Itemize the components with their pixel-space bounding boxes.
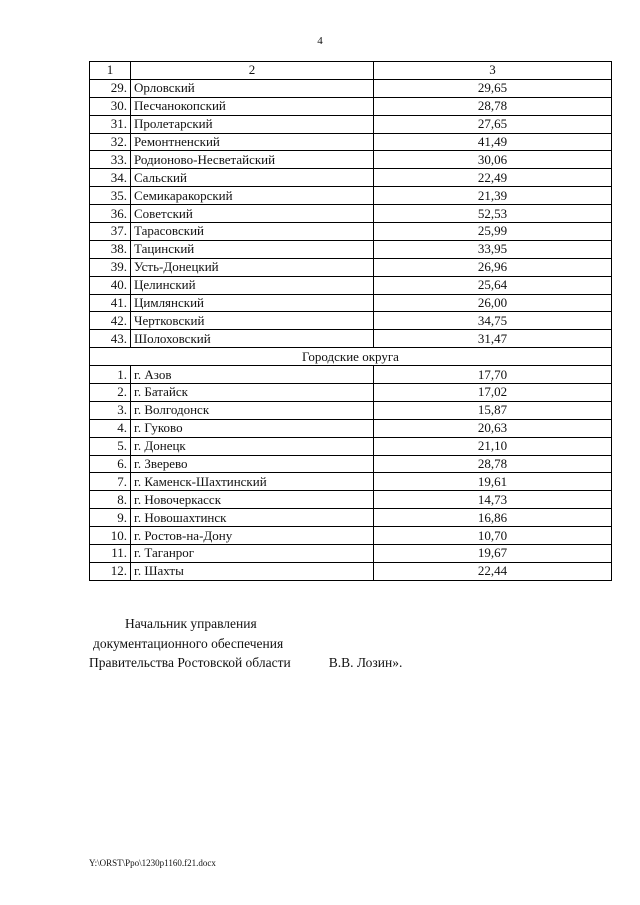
table-row: [90, 312, 612, 330]
row-number: 31.: [90, 115, 131, 133]
row-number: 36.: [90, 205, 131, 223]
signature-position-line3: Правительства Ростовской области: [89, 655, 291, 670]
signature-position-line1: Начальник управления: [125, 616, 257, 631]
table-row: [90, 169, 612, 187]
section-title: Городские округа: [90, 348, 612, 366]
row-number: 30.: [90, 97, 131, 115]
row-number: 4.: [90, 419, 131, 437]
table-body: [90, 62, 612, 581]
row-number: 6.: [90, 455, 131, 473]
table-row: [90, 401, 612, 419]
table-row: [90, 491, 612, 509]
row-value: 26,00: [374, 294, 612, 312]
page-number: 4: [317, 35, 323, 47]
row-name: г. Донецк: [131, 437, 374, 455]
row-value: 17,70: [374, 366, 612, 384]
row-name: г. Каменск-Шахтинский: [131, 473, 374, 491]
table-row: [90, 509, 612, 527]
row-value: 33,95: [374, 240, 612, 258]
row-number: 34.: [90, 169, 131, 187]
row-name: г. Шахты: [131, 562, 374, 580]
signature-position-line2: документационного обеспечения: [93, 635, 284, 651]
row-name: Пролетарский: [131, 115, 374, 133]
row-number: 32.: [90, 133, 131, 151]
table-row: [90, 187, 612, 205]
table-row: [90, 276, 612, 294]
row-value: 21,39: [374, 187, 612, 205]
row-number: 1.: [90, 366, 131, 384]
data-table: [89, 61, 612, 581]
row-name: Ремонтненский: [131, 133, 374, 151]
row-value: 16,86: [374, 509, 612, 527]
row-name: г. Волгодонск: [131, 401, 374, 419]
row-number: 33.: [90, 151, 131, 169]
table-row: [90, 419, 612, 437]
row-name: г. Новочеркасск: [131, 491, 374, 509]
row-name: Целинский: [131, 276, 374, 294]
row-value: 41,49: [374, 133, 612, 151]
row-number: 8.: [90, 491, 131, 509]
row-name: Песчанокопский: [131, 97, 374, 115]
row-number: 41.: [90, 294, 131, 312]
row-value: 30,06: [374, 151, 612, 169]
row-value: 27,65: [374, 115, 612, 133]
row-number: 10.: [90, 527, 131, 545]
signatory-name: В.В. Лозин».: [328, 655, 403, 670]
file-path-footer: Y:\ORST\Ppo\1230p1160.f21.docx: [89, 858, 216, 868]
row-name: Советский: [131, 205, 374, 223]
row-value: 22,44: [374, 562, 612, 580]
row-value: 52,53: [374, 205, 612, 223]
row-number: 39.: [90, 258, 131, 276]
row-number: 2.: [90, 384, 131, 402]
row-number: 9.: [90, 509, 131, 527]
table-row: [90, 79, 612, 97]
table-row: [90, 240, 612, 258]
row-value: 19,61: [374, 473, 612, 491]
table-row: [90, 455, 612, 473]
section-row: [90, 348, 612, 366]
row-value: 34,75: [374, 312, 612, 330]
table-row: [90, 223, 612, 241]
row-number: 40.: [90, 276, 131, 294]
row-value: 22,49: [374, 169, 612, 187]
row-name: г. Ростов-на-Дону: [131, 527, 374, 545]
row-name: г. Зверево: [131, 455, 374, 473]
row-value: 20,63: [374, 419, 612, 437]
row-name: Шолоховский: [131, 330, 374, 348]
row-name: г. Новошахтинск: [131, 509, 374, 527]
row-number: 7.: [90, 473, 131, 491]
row-number: 42.: [90, 312, 131, 330]
row-name: г. Азов: [131, 366, 374, 384]
table-row: [90, 473, 612, 491]
row-name: г. Таганрог: [131, 545, 374, 563]
row-name: Чертковский: [131, 312, 374, 330]
table-row: [90, 527, 612, 545]
table-row: [90, 366, 612, 384]
table-row: [90, 384, 612, 402]
table-row: [90, 330, 612, 348]
row-value: 25,99: [374, 223, 612, 241]
row-number: 5.: [90, 437, 131, 455]
row-name: Тацинский: [131, 240, 374, 258]
table-row: [90, 437, 612, 455]
row-name: Родионово-Несветайский: [131, 151, 374, 169]
header-col-1: 1: [90, 62, 131, 80]
table-row: [90, 294, 612, 312]
signature-line3: [89, 653, 402, 673]
row-name: Цимлянский: [131, 294, 374, 312]
row-value: 19,67: [374, 545, 612, 563]
row-number: 29.: [90, 79, 131, 97]
row-name: Сальский: [131, 169, 374, 187]
header-col-3: 3: [374, 62, 612, 80]
table-row: [90, 97, 612, 115]
row-name: г. Батайск: [131, 384, 374, 402]
table-header-row: [90, 62, 612, 80]
row-value: 21,10: [374, 437, 612, 455]
header-col-2: 2: [131, 62, 374, 80]
row-value: 10,70: [374, 527, 612, 545]
row-value: 15,87: [374, 401, 612, 419]
row-value: 29,65: [374, 79, 612, 97]
row-name: Семикаракорский: [131, 187, 374, 205]
row-number: 3.: [90, 401, 131, 419]
row-value: 28,78: [374, 455, 612, 473]
row-name: г. Гуково: [131, 419, 374, 437]
signature-block: [89, 614, 402, 673]
table-row: [90, 133, 612, 151]
row-number: 35.: [90, 187, 131, 205]
row-value: 26,96: [374, 258, 612, 276]
row-name: Усть-Донецкий: [131, 258, 374, 276]
table-row: [90, 115, 612, 133]
row-number: 43.: [90, 330, 131, 348]
table-row: [90, 205, 612, 223]
row-value: 17,02: [374, 384, 612, 402]
row-number: 12.: [90, 562, 131, 580]
row-value: 28,78: [374, 97, 612, 115]
table-row: [90, 258, 612, 276]
table-row: [90, 151, 612, 169]
row-number: 38.: [90, 240, 131, 258]
row-value: 25,64: [374, 276, 612, 294]
table-row: [90, 562, 612, 580]
row-value: 31,47: [374, 330, 612, 348]
row-number: 11.: [90, 545, 131, 563]
row-value: 14,73: [374, 491, 612, 509]
table-row: [90, 545, 612, 563]
row-number: 37.: [90, 223, 131, 241]
row-name: Орловский: [131, 79, 374, 97]
row-name: Тарасовский: [131, 223, 374, 241]
